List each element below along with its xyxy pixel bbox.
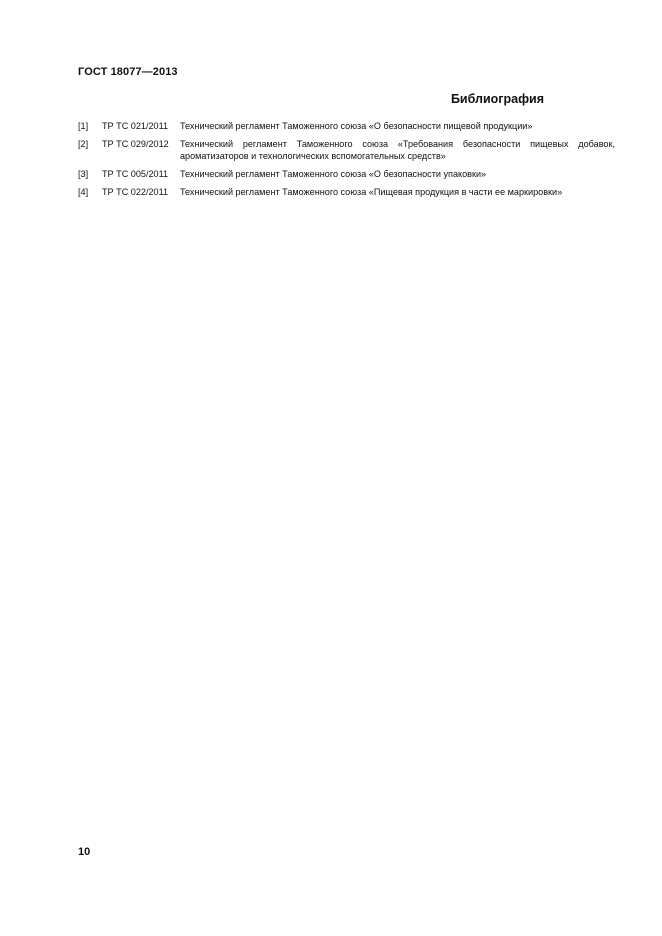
entry-number: [4] (78, 187, 89, 197)
entry-number: [3] (78, 169, 89, 179)
entry-text: Технический регламент Таможенного союза «О безопасности упаковки» (180, 169, 487, 179)
entry-number: [1] (78, 121, 89, 131)
entry-code: ТР ТС 022/2011 (102, 187, 169, 197)
entry-code: ТР ТС 021/2011 (102, 121, 169, 131)
page-number: 10 (78, 846, 91, 858)
entry-code: ТР ТС 029/2012 (102, 139, 169, 149)
bibliography-entry (78, 168, 615, 180)
document-header: ГОСТ 18077—2013 (78, 66, 178, 78)
bibliography-list (78, 120, 615, 204)
section-title (78, 92, 584, 106)
bibliography-entry (78, 120, 615, 132)
bibliography-entry (78, 138, 615, 162)
entry-number: [2] (78, 139, 89, 149)
section-title-text: Библиография (450, 92, 544, 106)
bibliography-entry (78, 186, 615, 198)
entry-text: Технический регламент Таможенного союза «О безопасности пищевой продукции» (180, 121, 533, 131)
entry-text: Технический регламент Таможенного союза «Пищевая продукция в части ее маркировки» (180, 187, 563, 197)
entry-text: Технический регламент Таможенного союза «Требования безопасности пищевых добавок, ароматизаторов и технологических вспомогательных средств» (180, 139, 615, 161)
entry-code: ТР ТС 005/2011 (102, 169, 169, 179)
